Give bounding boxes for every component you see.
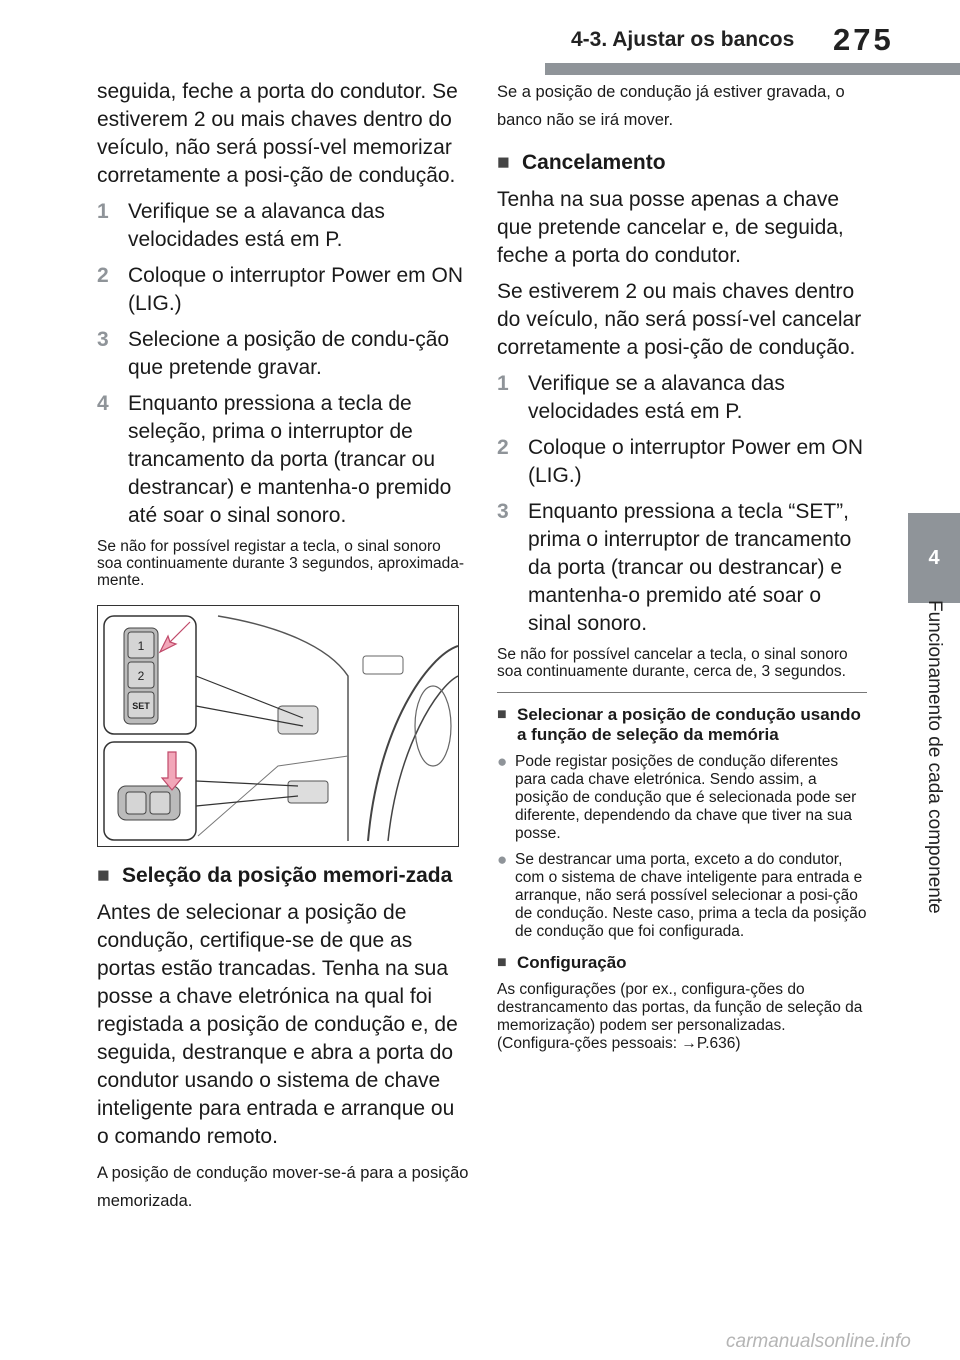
step-number: 2 <box>497 436 509 459</box>
list-item-text: Pode registar posições de condução diferentes para cada chave eletrónica. Sendo assim, a posição de condução que é selecionada pode ser diferente, dependendo da chave que tiver na sua posse. <box>515 753 857 842</box>
cancel-paragraph-1: Tenha na sua posse apenas a chave que pretende cancelar e, de seguida, feche a porta do condutor. <box>497 188 844 267</box>
chapter-tab-number[interactable]: 4 <box>908 513 960 603</box>
lock-switch-icon <box>126 792 146 814</box>
config-heading-text: Configuração <box>517 953 627 972</box>
memory-button-2-label: 2 <box>137 669 145 683</box>
step-text: Selecione a posição de condu-ção que pretende gravar. <box>128 328 450 379</box>
top-note: Se a posição de condução já estiver gravada, o banco não se irá mover. <box>497 83 845 129</box>
square-bullet-icon: ■ <box>497 706 507 723</box>
memory-button-1-label: 1 <box>137 639 145 653</box>
cancel-heading <box>497 148 867 178</box>
step-text: Enquanto pressiona a tecla “SET”, prima o interruptor de trancamento da porta (trancar ou destrancar) e mantenha-o premido até soar o sinal sonoro. <box>528 500 852 635</box>
header-rule <box>545 63 960 75</box>
square-bullet-icon: ■ <box>97 864 110 887</box>
cancel-heading-text: Cancelamento <box>522 151 666 174</box>
cancel-note: Se não for possível cancelar a tecla, o sinal sonoro soa continuamente durante, cerca de, 3 segundos. <box>497 646 848 680</box>
divider <box>497 692 867 693</box>
intro-paragraph: seguida, feche a porta do condutor. Se estiverem 2 ou mais chaves dentro do veículo, não será possí-vel memorizar corretamente a posi-ção de condução. <box>97 80 458 187</box>
step-item <box>97 262 469 318</box>
section-note: A posição de condução mover-se-á para a posição memorizada. <box>97 1164 469 1210</box>
step-text: Verifique se a alavanca das velocidades está em P. <box>128 200 385 251</box>
step-note: Se não for possível registar a tecla, o sinal sonoro soa continuamente durante 3 segundos, aproximada-mente. <box>97 538 465 589</box>
circle-bullet-icon: ● <box>497 850 508 869</box>
chapter-tab-label: Funcionamento de cada componente <box>924 600 945 914</box>
step-text: Coloque o interruptor Power em ON (LIG.) <box>528 436 863 487</box>
section-heading-text: Seleção da posição memori-zada <box>122 864 453 887</box>
page-number: 275 <box>833 22 894 57</box>
memory-switch-illustration <box>97 605 459 847</box>
section-body: Antes de selecionar a posição de condução, certifique-se de que as portas estão trancadas. Tenha na sua posse a chave eletrónica na qual foi registada a posição de condução e, de seguida, destranque e abra a porta do condutor usando o sistema de chave inteligente para entrada e arranque ou o comando remoto. <box>97 901 458 1148</box>
section-heading <box>97 861 469 891</box>
set-button-label: SET <box>132 701 150 711</box>
config-body: As configurações (por ex., configura-ções do destrancamento das portas, da função de seleção da memorização) podem ser personalizadas. (Configura-ções pessoais: →P.636) <box>497 981 863 1052</box>
step-item <box>97 390 469 530</box>
step-number: 1 <box>97 200 109 223</box>
step-item <box>97 326 469 382</box>
memory-heading-text: Selecionar a posição de condução usando a função de seleção da memória <box>517 705 861 744</box>
step-item <box>497 498 867 638</box>
square-bullet-icon: ■ <box>497 151 510 174</box>
list-item <box>497 851 867 941</box>
step-number: 1 <box>497 372 509 395</box>
cancel-paragraph-2: Se estiverem 2 ou mais chaves dentro do veículo, não será possí-vel cancelar corretamente a posi-ção de condução. <box>497 280 862 359</box>
step-text: Verifique se a alavanca das velocidades está em P. <box>528 372 785 423</box>
step-number: 4 <box>97 392 109 415</box>
circle-bullet-icon: ● <box>497 752 508 771</box>
memory-heading <box>497 705 867 745</box>
unlock-switch-icon <box>150 792 170 814</box>
square-bullet-icon: ■ <box>497 954 507 971</box>
step-number: 3 <box>97 328 109 351</box>
config-heading <box>497 953 867 973</box>
right-column <box>497 78 867 1063</box>
step-text: Coloque o interruptor Power em ON (LIG.) <box>128 264 463 315</box>
step-number: 3 <box>497 500 509 523</box>
step-item <box>497 434 867 490</box>
section-title: 4-3. Ajustar os bancos <box>571 28 795 51</box>
watermark: carmanualsonline.info <box>726 1331 911 1352</box>
step-item <box>97 198 469 254</box>
illustration-drawing <box>98 606 458 846</box>
step-item <box>497 370 867 426</box>
list-item-text: Se destrancar uma porta, exceto a do condutor, com o sistema de chave inteligente para entrada e arranque, não será possível selecionar a posi-ção de condução. Neste caso, prima a tecla da posição de condução que foi configurada. <box>515 851 867 940</box>
left-column <box>97 78 469 1221</box>
list-item <box>497 753 867 843</box>
step-number: 2 <box>97 264 109 287</box>
step-text: Enquanto pressiona a tecla de seleção, prima o interruptor de trancamento da porta (trancar ou destrancar) e mantenha-o premido até soar o sinal sonoro. <box>128 392 452 527</box>
